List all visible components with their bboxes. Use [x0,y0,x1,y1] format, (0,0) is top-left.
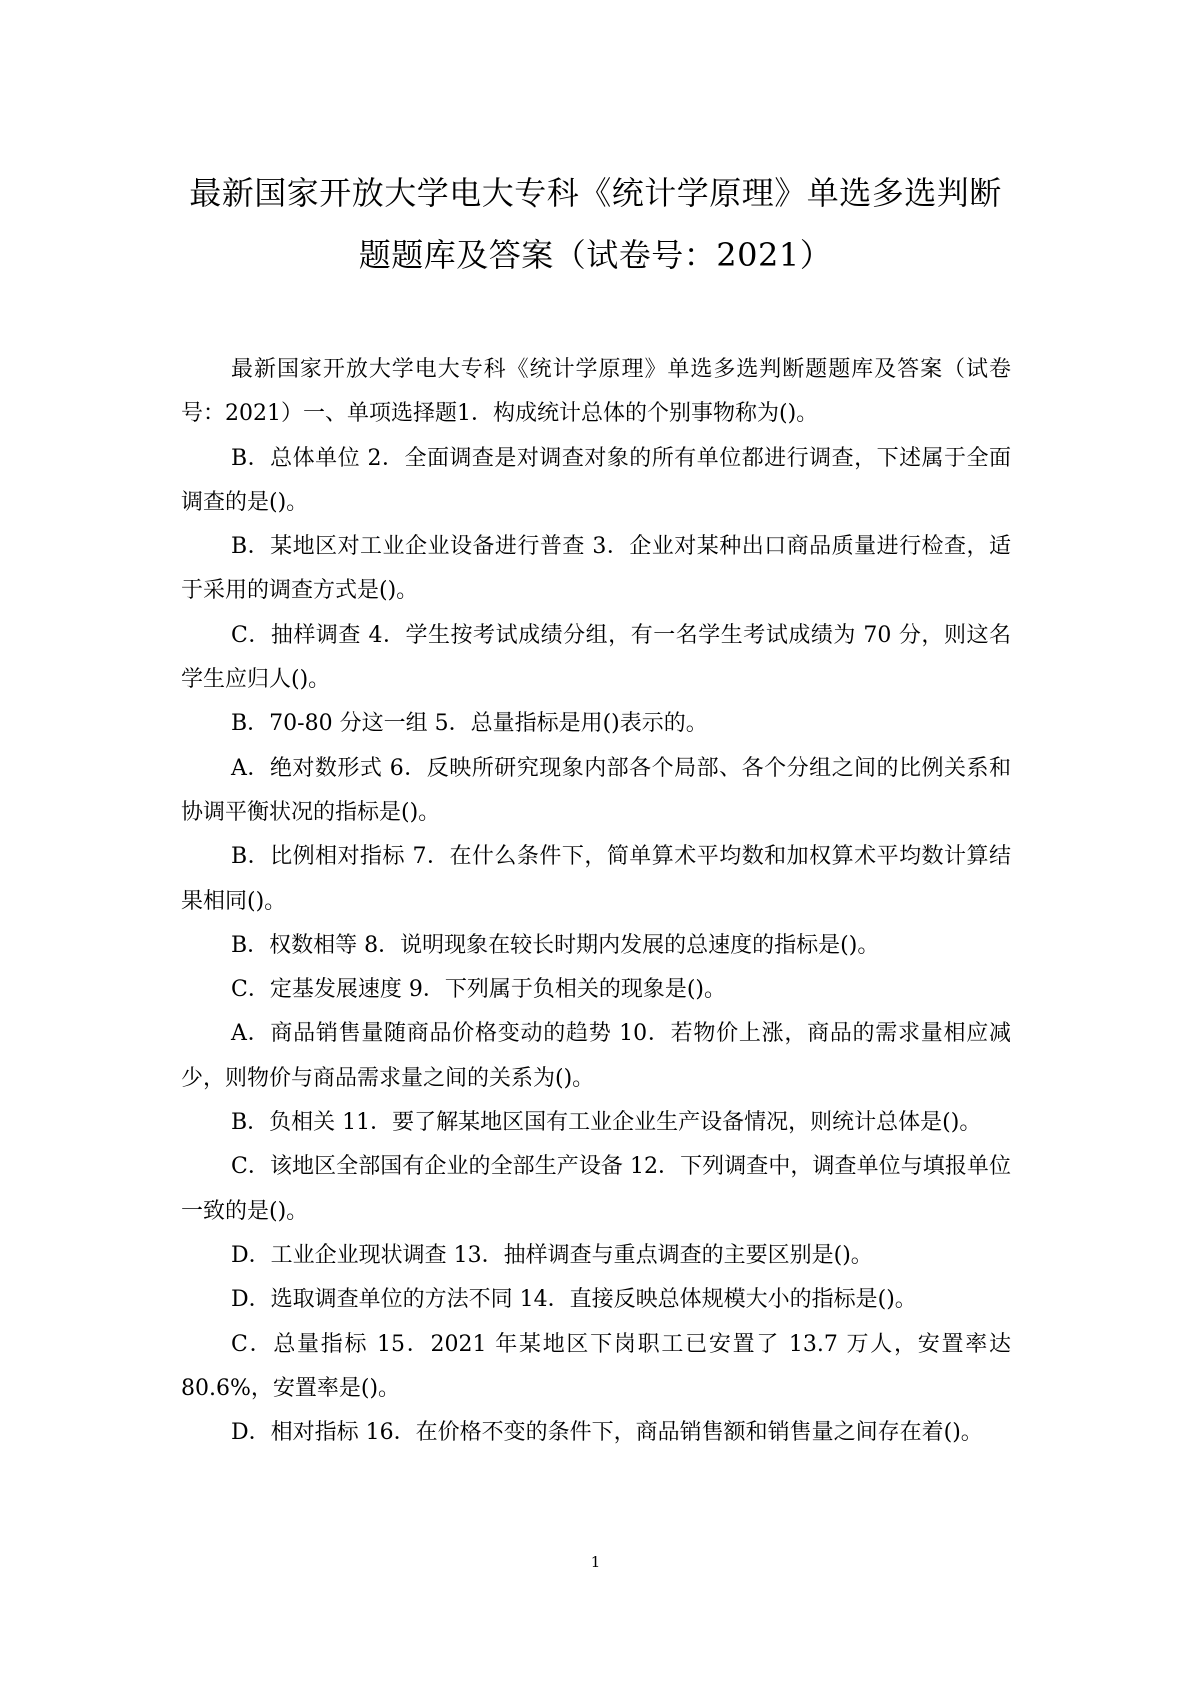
paragraph: B．比例相对指标 7．在什么条件下，简单算术平均数和加权算术平均数计算结果相同()。 [181,844,1011,914]
paragraph: B．某地区对工业企业设备进行普查 3．企业对某种出口商品质量进行检查，适于采用的调查方式是()。 [181,534,1011,604]
paragraph: B．总体单位 2．全面调查是对调查对象的所有单位都进行调查，下述属于全面调查的是()。 [181,445,1011,515]
page-number: 1 [590,1553,601,1571]
document-title [150,162,1041,286]
paragraph: C．总量指标 15．2021 年某地区下岗职工已安置了 13.7 万人，安置率达 80.6%，安置率是()。 [181,1331,1011,1401]
paragraph: A．绝对数形式 6．反映所研究现象内部各个局部、各个分组之间的比例关系和协调平衡状况的指标是()。 [181,755,1011,825]
paragraph: B．70-80 分这一组 5．总量指标是用()表示的。 [231,711,708,737]
paragraph: D．工业企业现状调查 13．抽样调查与重点调查的主要区别是()。 [231,1242,873,1268]
title-line-2: 题题库及答案（试卷号：2021） [358,236,833,274]
document-body [181,348,1011,1455]
title-line-1: 最新国家开放大学电大专科《统计学原理》单选多选判断 [189,174,1002,212]
paragraph: B．权数相等 8．说明现象在较长时期内发展的总速度的指标是()。 [231,932,880,958]
paragraph: D．选取调查单位的方法不同 14．直接反映总体规模大小的指标是()。 [231,1287,917,1313]
paragraph: B．负相关 11．要了解某地区国有工业企业生产设备情况，则统计总体是()。 [231,1110,982,1136]
paragraph: C．抽样调查 4．学生按考试成绩分组，有一名学生考试成绩为 70 分，则这名学生应归人()。 [181,622,1011,693]
paragraph: D．相对指标 16．在价格不变的条件下，商品销售额和销售量之间存在着()。 [231,1420,983,1446]
paragraph: C．该地区全部国有企业的全部生产设备 12．下列调查中，调查单位与填报单位一致的是()。 [181,1154,1011,1224]
paragraph: C．定基发展速度 9．下列属于负相关的现象是()。 [231,977,726,1003]
paragraph: A．商品销售量随商品价格变动的趋势 10．若物价上涨，商品的需求量相应减少，则物价与商品需求量之间的关系为()。 [181,1021,1011,1091]
paragraph: 最新国家开放大学电大专科《统计学原理》单选多选判断题题库及答案（试卷号：2021）一、单项选择题1．构成统计总体的个别事物称为()。 [181,357,1011,427]
